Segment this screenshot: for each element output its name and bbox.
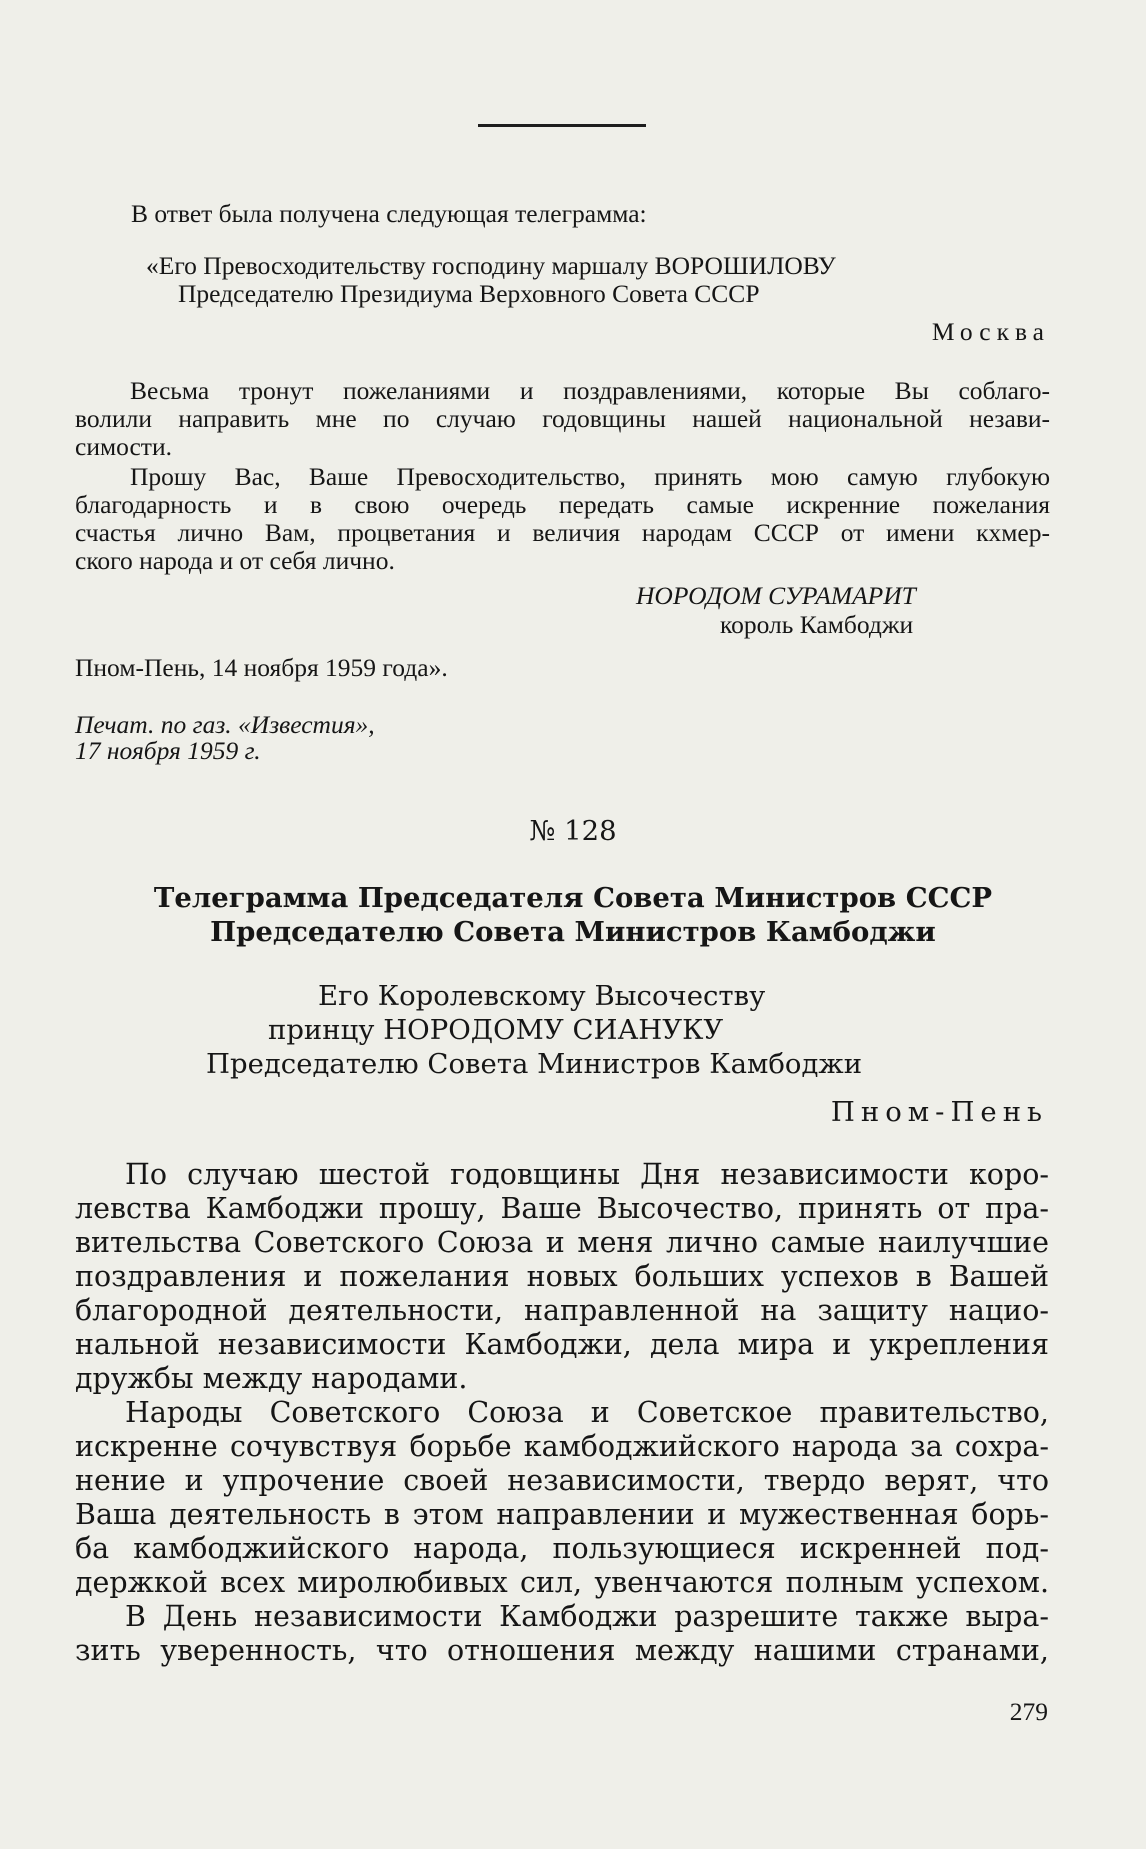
tele-p2-line-4: Ваша деятельность в этом направлении и мужественная борь- xyxy=(75,1498,1049,1531)
reply-paragraph-2 xyxy=(75,463,1050,575)
reply-paragraph-1 xyxy=(75,377,1050,461)
tele-p3-line-1: В День независимости Камбоджи разрешите также выра- xyxy=(125,1600,1049,1633)
reply-p1-line-3: симости. xyxy=(75,432,172,461)
signature-name: НОРОДОМ СУРАМАРИТ xyxy=(636,581,916,610)
recipient-line-1: Его Королевскому Высочеству xyxy=(318,980,766,1012)
tele-p1-line-7: дружбы между народами. xyxy=(75,1362,468,1395)
reply-p1-line-1: Весьма тронут пожеланиями и поздравлениями, которые Вы соблаго- xyxy=(130,376,1050,405)
tele-p2-line-5: ба камбоджийского народа, пользующиеся искренней под- xyxy=(75,1532,1049,1565)
reply-p2-line-1: Прошу Вас, Ваше Превосходительство, принять мою самую глубокую xyxy=(130,462,1050,491)
tele-p1-line-6: нальной независимости Камбоджи, дела мира и укрепления xyxy=(75,1328,1049,1361)
source-line-2: 17 ноября 1959 г. xyxy=(75,736,261,765)
reply-p2-line-4: ского народа и от себя лично. xyxy=(75,546,395,575)
top-divider xyxy=(478,124,646,127)
heading-line-2: Председателю Совета Министров Камбоджи xyxy=(210,916,936,948)
tele-p1-line-4: поздравления и пожелания новых больших успехов в Вашей xyxy=(75,1260,1049,1293)
addressee-line-2: Председателю Президиума Верховного Совета СССР xyxy=(178,279,760,308)
place-date: Пном-Пень, 14 ноября 1959 года». xyxy=(75,653,448,682)
reply-p2-line-2: благодарность и в свою очередь передать самые искренние пожелания xyxy=(75,490,1050,519)
reply-p1-line-2: волили направить мне по случаю годовщины нашей национальной незави- xyxy=(75,404,1050,433)
tele-p2-line-2: искренне сочувствуя борьбе камбоджийского народа за сохра- xyxy=(75,1430,1049,1463)
tele-p3-line-2: зить уверенность, что отношения между нашими странами, xyxy=(75,1634,1049,1667)
page-number: 279 xyxy=(1009,1697,1048,1726)
document-number: № 128 xyxy=(529,815,617,847)
signature-title: король Камбоджи xyxy=(720,610,914,639)
tele-p1-line-2: левства Камбоджи прошу, Ваше Высочество, принять от пра- xyxy=(75,1192,1049,1225)
tele-p1-line-5: благородной деятельности, направленной на защиту нацио- xyxy=(75,1294,1049,1327)
tele-p1-line-1: По случаю шестой годовщины Дня независимости коро- xyxy=(125,1158,1049,1191)
addressee-city: Москва xyxy=(931,317,1050,346)
recipient-line-2: принцу НОРОДОМУ СИАНУКУ xyxy=(268,1014,724,1046)
heading-line-1: Телеграмма Председателя Совета Министров СССР xyxy=(153,882,993,914)
reply-p2-line-3: счастья лично Вам, процветания и величия народам СССР от имени кхмер- xyxy=(75,518,1050,547)
addressee-line-1: «Его Превосходительству господину маршалу ВОРОШИЛОВУ xyxy=(146,251,836,280)
telegram-paragraph-1 xyxy=(75,1158,1049,1396)
telegram-paragraph-2 xyxy=(75,1396,1049,1600)
recipient-city: Пном-Пень xyxy=(830,1096,1048,1128)
recipient-line-3: Председателю Совета Министров Камбоджи xyxy=(206,1048,863,1080)
telegram-paragraph-3 xyxy=(75,1600,1049,1668)
tele-p1-line-3: вительства Советского Союза и меня лично самые наилучшие xyxy=(75,1226,1049,1259)
intro-text: В ответ была получена следующая телеграмма: xyxy=(131,199,647,228)
tele-p2-line-1: Народы Советского Союза и Советское правительство, xyxy=(125,1396,1049,1429)
tele-p2-line-6: держкой всех миролюбивых сил, увенчаются полным успехом. xyxy=(75,1566,1049,1599)
source-line-1: Печат. по газ. «Известия», xyxy=(75,710,375,739)
tele-p2-line-3: нение и упрочение своей независимости, твердо верят, что xyxy=(75,1464,1049,1497)
